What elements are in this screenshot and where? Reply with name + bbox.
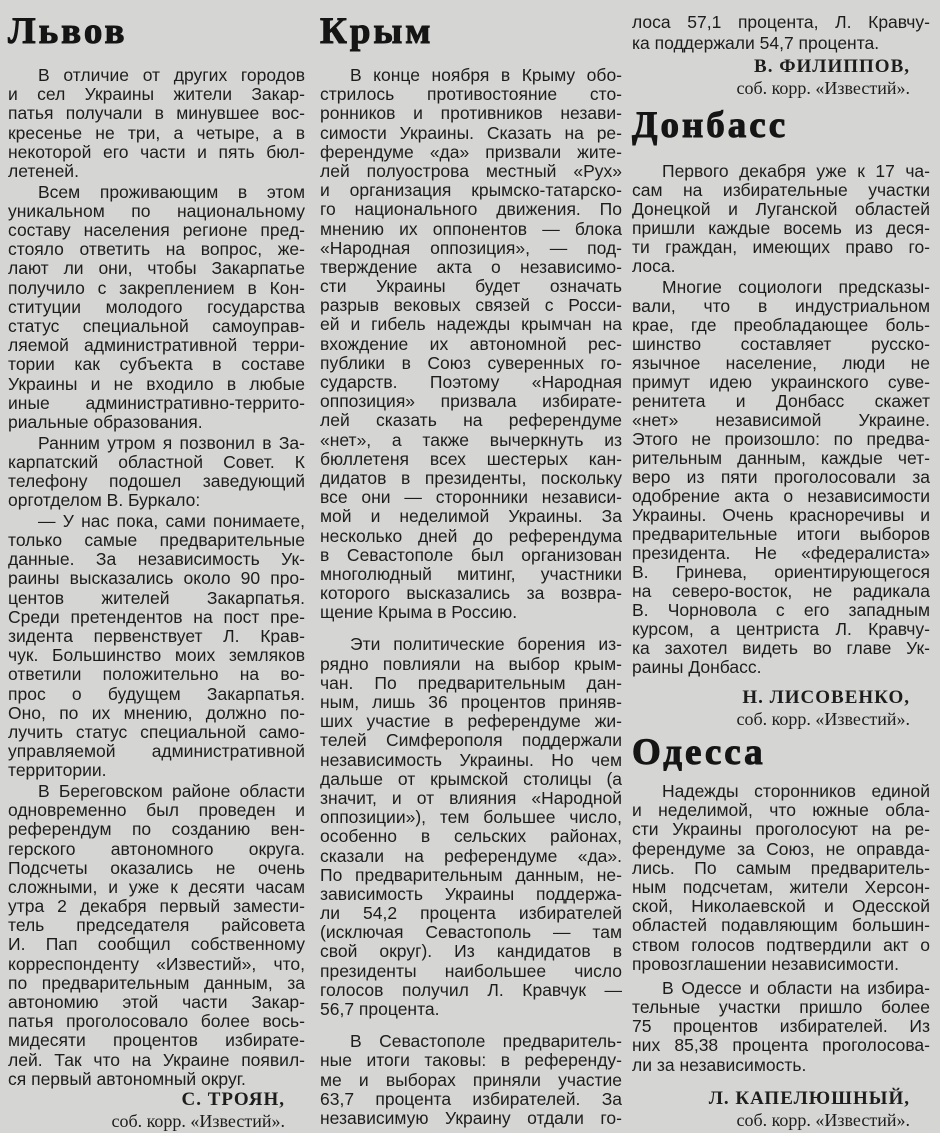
text-line: язычное население, люди не (632, 352, 930, 373)
text-line: в Севастополе был организован (320, 544, 622, 565)
text-line: вали, что в индустриальном (632, 295, 930, 316)
text-line: только самые предварительные (8, 530, 305, 550)
text-line: Многие социологи предсказы- (662, 276, 930, 297)
text-line: Первого декабря уже к 17 ча- (662, 161, 930, 181)
author-name: С. ТРОЯН, (181, 1089, 285, 1110)
text-line: «нет», а также вычеркнуть из (320, 429, 622, 450)
paragraph (320, 66, 622, 622)
text-line: оппозиции»), тем большее число, (320, 807, 622, 828)
text-line: статус специальной самоуправ- (8, 315, 305, 336)
text-line: тории как субъекта в составе (8, 354, 305, 375)
text-line: лоса. (632, 256, 676, 276)
text-line: дидатов в президенты, поскольку (320, 467, 622, 488)
text-line: ренитета и Донбасс скажет (632, 390, 930, 411)
text-line: тверждение акта о независимо- (320, 256, 622, 277)
paragraph (8, 434, 305, 511)
byline-odessa (632, 1088, 930, 1131)
text-line: ей и гибель надежды крымчан на (320, 314, 622, 335)
text-line: В. Гринева, ориентирующегося (632, 561, 930, 582)
text-line: лей сказать на референдуме (320, 410, 622, 431)
text-line: лей. Так что на Украине появил- (8, 1049, 305, 1070)
text-line: них 85,38 процента проголосова- (632, 1035, 930, 1056)
text-line: В Севастополе предваритель- (350, 1031, 622, 1052)
text-line: ме и выборах приняли участие (320, 1069, 622, 1090)
text-line: лей полуострова местный «Рух» (320, 160, 622, 181)
text-line: стрилось противостояние сто- (320, 84, 622, 105)
text-line: и неделимой, что южные обла- (632, 800, 930, 821)
text-line: несколько дней до референдума (320, 525, 622, 546)
text-line: ституции молодого государства (8, 296, 305, 317)
text-line: симости Украины. Сказать на ре- (320, 122, 622, 143)
text-line: иные административно-террито- (8, 392, 305, 413)
text-line: летеней. (8, 160, 79, 181)
paragraph (8, 782, 305, 1089)
article-body-lviv (8, 66, 305, 1089)
text-line: публики в Союз суверенных го- (320, 352, 622, 373)
text-line: примут идею украинского суве- (632, 371, 930, 392)
paragraph (8, 66, 305, 181)
text-line: по предварительным данным, за (8, 972, 305, 993)
paragraph (632, 162, 930, 276)
paragraph (632, 12, 930, 54)
text-line: ся первый автономный округ. (8, 1068, 246, 1089)
text-line: лоса 57,1 процента, Л. Кравчу- (632, 12, 930, 32)
text-line: герского автономного округа. (8, 838, 305, 859)
text-line: ка поддержали 54,7 процента. (632, 33, 880, 53)
author-role: соб. корр. «Известий». (111, 1111, 285, 1131)
text-line: Донецкой и Луганской областей (632, 199, 930, 219)
text-line: щение Крыма в Россию. (320, 602, 518, 623)
text-line: зидента первенствует Л. Крав- (8, 625, 305, 646)
text-line: лают ли они, чтобы Закарпатье (8, 258, 305, 279)
text-line: ронников и противников незави- (320, 103, 622, 124)
text-line: бюллетеня всех шестерых кан- (320, 448, 622, 469)
text-line: ти граждан, имеющих право го- (632, 237, 930, 257)
text-line: на северо-восток, не радикала (632, 580, 930, 601)
text-line: раины Донбасс. (632, 656, 762, 677)
text-line: Оно, по их мнению, должно по- (8, 702, 305, 723)
text-line: мой и неделимой Украины. За (320, 506, 622, 527)
text-line: карпатский областной Совет. К (8, 451, 305, 472)
text-line: сти Украины проголосуют на ре- (632, 819, 930, 840)
text-line: крае, где преобладающее боль- (632, 314, 930, 335)
text-line: телефону подошел заведующий (8, 470, 305, 491)
text-line: Ранним утром я позвонил в За- (38, 432, 305, 453)
headline-crimea: Крым (320, 11, 434, 52)
text-line: В. Чорновола с его западным (632, 599, 930, 620)
author-role: соб. корр. «Известий». (736, 709, 910, 729)
text-line: телей Симферополя поддержали (320, 730, 622, 751)
text-line: разрыв вековых связей с Росси- (320, 295, 622, 316)
text-line: прос о будущем Закарпатья. (8, 683, 305, 704)
paragraph (8, 512, 305, 781)
text-line: президента. Не «федералиста» (632, 542, 930, 563)
byline-lviv (8, 1089, 305, 1132)
text-line: «нет» независимой Украине. (632, 409, 930, 430)
article-body-donbass (632, 162, 930, 677)
text-line: мидесяти процентов избирате- (8, 1030, 305, 1051)
text-line: дальше от крымской столицы (а (320, 768, 622, 789)
text-line: сударств. Поэтому «Народная (320, 372, 622, 392)
text-line: Эти политические борения из- (350, 634, 622, 655)
text-line: данные. За независимость Ук- (8, 549, 305, 570)
text-line: кресенье не три, а четыре, а в (8, 122, 305, 143)
text-line: ным, лишь 36 процентов приняв- (320, 692, 622, 712)
text-line: независимость Украины. Но чем (320, 749, 622, 770)
text-line: 56,7 процента. (320, 999, 440, 1019)
text-line: чук. Большинство моих земляков (8, 645, 305, 666)
text-line: ством голосов подтвердили акт о (632, 934, 930, 955)
text-line: оппозиция» призвала избирате- (320, 391, 622, 412)
author-name: В. ФИЛИППОВ, (754, 56, 910, 77)
text-line: референдум по созданию вен- (8, 819, 305, 840)
text-line: значит, и от влияния «Народной (320, 787, 622, 808)
article-body-crimea-continued (632, 12, 930, 54)
text-line: сам на избирательные участки (632, 180, 930, 200)
author-role: соб. корр. «Известий». (736, 78, 910, 98)
text-line: многолюдный митинг, участники (320, 563, 622, 584)
text-line: лучить статус специальной само- (8, 721, 305, 742)
paragraph (632, 782, 930, 974)
byline-donbass (632, 687, 930, 730)
text-line: Среди претендентов на пост пре- (8, 606, 305, 627)
text-line: одновременно был проведен и (8, 800, 305, 821)
text-line: Украины и не входило в любые (8, 373, 305, 394)
text-line: сложными, и уже к десяти часам (8, 876, 305, 897)
text-line: чан. По предварительным дан- (320, 672, 622, 693)
byline-crimea (632, 56, 930, 99)
text-line: ферендуме «да» призвали жите- (320, 141, 622, 162)
text-line: раины высказались около 90 про- (8, 568, 305, 589)
text-line: центов жителей Закарпатья. (8, 587, 305, 608)
paragraph (632, 979, 930, 1075)
text-line: независимую Украину отдали го- (320, 1107, 622, 1128)
text-line: голосов получил Л. Кравчук — (320, 979, 622, 1000)
text-line: зависимость Украины поддержа- (320, 883, 622, 904)
text-line: 63,7 процента избирателей. За (320, 1088, 622, 1109)
text-line: вхождение их автономной рес- (320, 333, 622, 354)
text-line: Украины. Очень красноречивы и (632, 504, 930, 525)
paragraph (632, 278, 930, 677)
text-line: пришли каждые восемь из деся- (632, 218, 930, 238)
text-line: риальные образования. (8, 411, 203, 432)
text-line: — У нас пока, сами понимаете, (38, 510, 305, 531)
text-line: предварительные итоги выборов (632, 523, 930, 544)
text-line: патья получали в минувшее вос- (8, 103, 305, 124)
text-line: шинство составляет русско- (632, 333, 930, 354)
author-role: соб. корр. «Известий». (736, 1110, 910, 1130)
text-line: корреспонденту «Известий», что, (8, 953, 305, 974)
text-line: И. Пап сообщил собственному (8, 934, 305, 955)
text-line: го национального движения. По (320, 199, 622, 220)
text-line: составу населения регионе пред- (8, 220, 305, 240)
text-line: Всем проживающим в этом (38, 181, 305, 202)
text-line: тельные участки пришло более (632, 997, 930, 1018)
text-line: ным подсчетам, жители Херсон- (632, 876, 930, 897)
text-line: ших участие в референдуме жи- (320, 711, 622, 732)
text-line: одобрение акта о независимости (632, 485, 930, 506)
text-line: орготделом В. Буркало: (8, 490, 201, 511)
text-line: По предварительным данным, не- (320, 864, 622, 885)
text-line: стояло ответить на вопрос, же- (8, 239, 305, 260)
author-name: Н. ЛИСОВЕНКО, (742, 687, 910, 708)
text-line: рядно повлияли на выбор крым- (320, 653, 622, 674)
text-line: ляемой административной терри- (8, 335, 305, 356)
text-line: Подсчеты оказались не очень (8, 857, 305, 878)
text-line: сти Украины будет означать (320, 276, 622, 297)
text-line: особенно в сельских районах, (320, 826, 622, 847)
text-line: и организация крымско-татарско- (320, 180, 622, 201)
headline-lviv: Львов (8, 11, 128, 52)
text-line: тель председателя райсовета (8, 915, 305, 936)
text-line: ли за независимость. (632, 1054, 807, 1075)
text-line: Надежды сторонников единой (662, 781, 930, 801)
text-line: утра 2 декабря первый замести- (8, 896, 305, 917)
text-line: В конце ноября в Крыму обо- (350, 65, 622, 85)
paragraph (320, 635, 622, 1019)
paragraph (320, 1032, 622, 1128)
text-line: уникальном по национальному (8, 200, 305, 221)
text-line: ные итоги таковы: в референду- (320, 1050, 622, 1071)
paragraph (8, 183, 305, 432)
text-line: курсом, а центриста Л. Кравчу- (632, 618, 930, 639)
text-line: В отличие от других городов (38, 65, 305, 85)
text-line: свой округ). Из кандидатов в (320, 941, 622, 962)
text-line: 75 процентов избирателей. Из (632, 1016, 930, 1037)
text-line: ской, Николаевской и Одесской (632, 896, 930, 917)
text-line: ли 54,2 процента избирателей (320, 903, 622, 924)
text-line: президенты наибольшее число (320, 960, 622, 981)
article-body-odessa (632, 782, 930, 1075)
text-line: «Народная оппозиция», — под- (320, 237, 622, 258)
text-line: ферендуме за Союз, не оправда- (632, 838, 930, 859)
article-body-crimea (320, 66, 622, 1128)
text-line: патья проголосовало более вось- (8, 1011, 305, 1032)
text-line: мнению их оппонентов — блока (320, 218, 622, 239)
text-line: все они — сторонники независи- (320, 487, 622, 508)
text-line: (исключая Севастополь — там (320, 922, 622, 943)
headline-odessa: Одесса (632, 732, 766, 773)
text-line: получило с закреплением в Кон- (8, 277, 305, 298)
text-line: лись. По самым предваритель- (632, 857, 930, 878)
text-line: рительным данным, каждые чет- (632, 447, 930, 468)
text-line: ка захотел видеть во главе Ук- (632, 637, 930, 658)
text-line: областей подавляющим большин- (632, 915, 930, 936)
text-line: В Береговском районе области (38, 780, 305, 801)
text-line: ответили положительно на во- (8, 664, 305, 685)
headline-donbass: Донбасс (632, 105, 789, 146)
text-line: территории. (8, 760, 107, 781)
text-line: провозглашении независимости. (632, 953, 899, 974)
text-line: управляемой административной (8, 741, 305, 762)
text-line: автономию этой части Закар- (8, 992, 305, 1012)
text-line: и сел Украины жители Закар- (8, 84, 305, 105)
author-name: Л. КАПЕЛЮШНЫЙ, (708, 1088, 910, 1109)
text-line: сказали на референдуме «да». (320, 845, 622, 866)
text-line: веро из пяти проголосовали за (632, 466, 930, 487)
text-line: В Одессе и области на избира- (662, 977, 930, 998)
text-line: Этого не произошло: по предва- (632, 428, 930, 449)
text-line: которого высказались за возвра- (320, 583, 622, 604)
text-line: некоторой его части и пять бюл- (8, 141, 305, 162)
